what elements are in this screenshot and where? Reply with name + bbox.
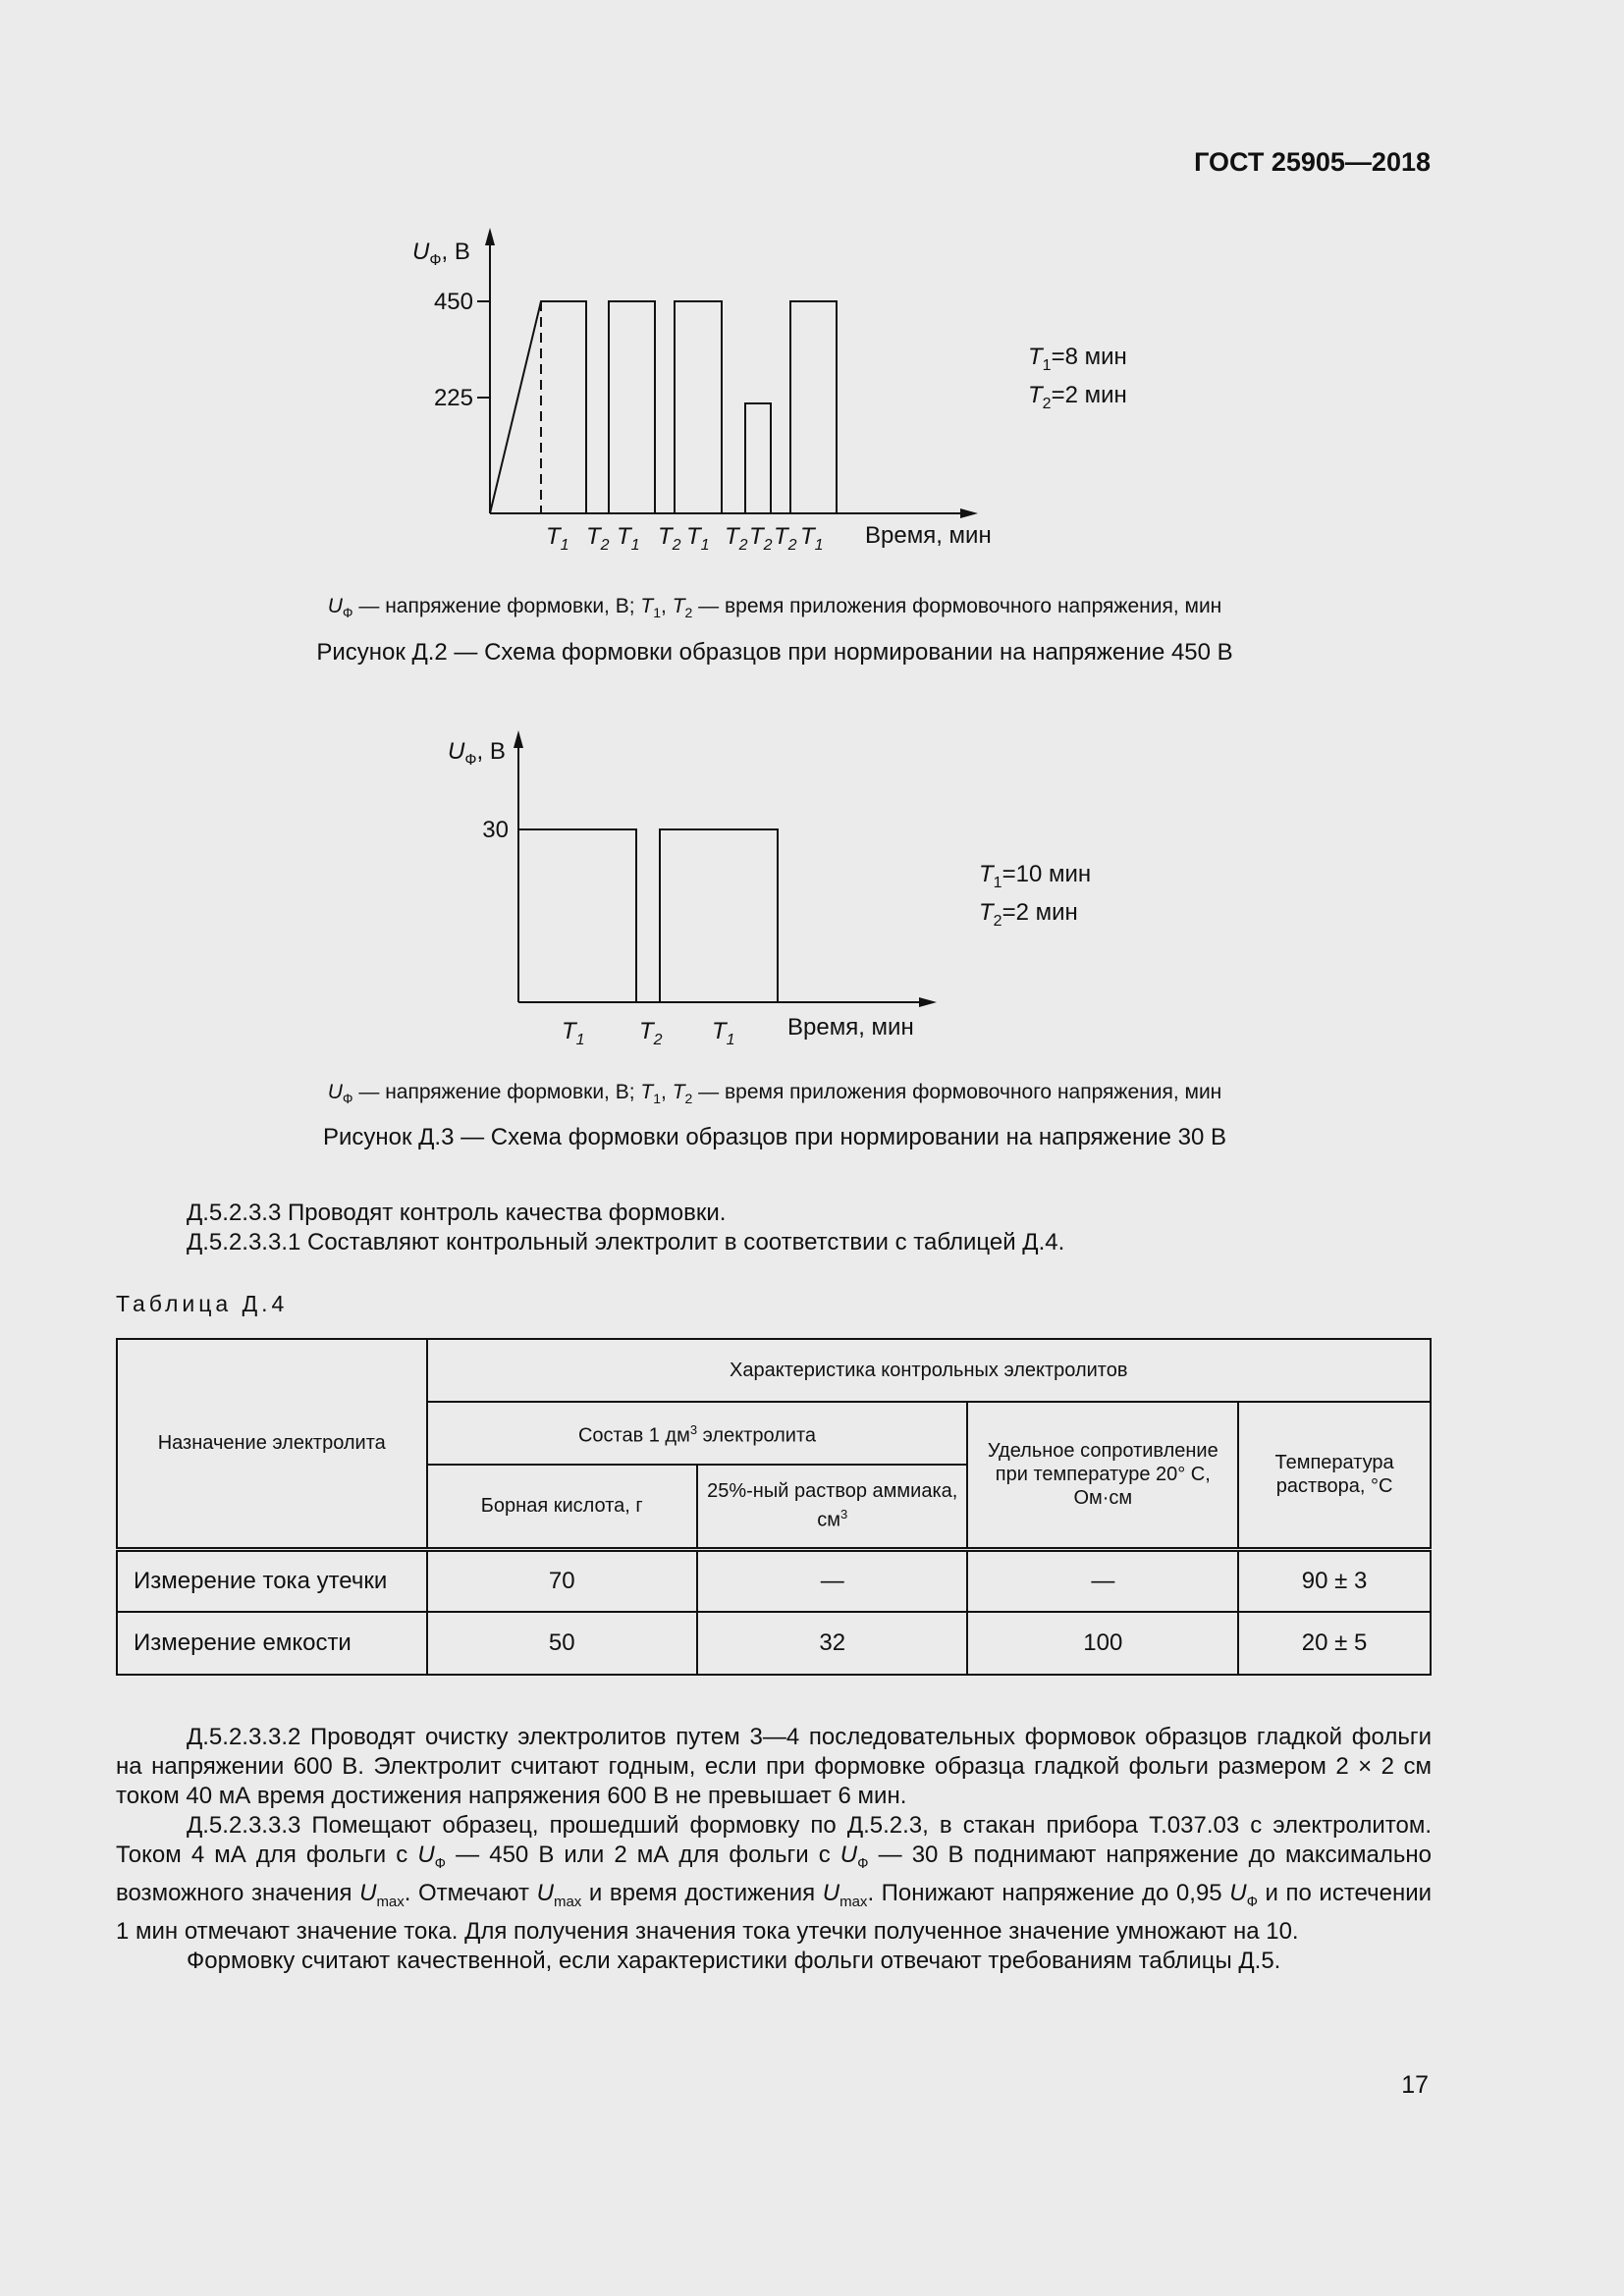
paragraph: Д.5.2.3.3.3 Помещают образец, прошедший формовку по Д.5.2.3, в стакан прибора Т.037.03 с электролитом. Током 4 мА для фольги с $U_Ф$ — 450 В или 2 мА для фольги с $U_Ф$ — 30 В поднимают напряжение до максимально возможного значения $U_{max}$. Отмечают $U_{max}$ и время достижения $U_{max}$. Понижают напряжение до 0,95 $U_Ф$ и по истечении 1 мин отмечают значение тока. Для получения значения тока утечки полученное значение умножают на 10.: [116, 1812, 1433, 1945]
x-axis-label: Время, мин: [787, 1014, 914, 1041]
x-tick-label: $T_1$: [712, 1018, 735, 1048]
y-tick-label: 30: [482, 817, 509, 843]
pulse-1: [518, 829, 636, 1002]
figure-d2: [0, 0, 1624, 687]
x-axis-label: Время, мин: [865, 522, 992, 549]
pulse-2: [609, 301, 655, 513]
x-tick-label: $T_2$: [725, 523, 748, 554]
figure-d2-legend: $U_Ф$ — напряжение формовки, В; $T_1$, $T_2$ — время приложения формовочного напряжения, мин: [327, 595, 1222, 621]
table-row: [117, 1612, 1431, 1675]
y-tick-label: 225: [433, 385, 473, 411]
x-tick-label: $T_1$: [562, 1018, 585, 1048]
paragraphs-bottom: [116, 1723, 1432, 1976]
x-tick-label: $T_2$: [639, 1018, 663, 1048]
x-tick-label: $T_1$: [546, 523, 569, 554]
paragraph: Д.5.2.3.3.2 Проводят очистку электролитов путем 3—4 последовательных формовок образцов гладкой фольги на напряжении 600 В. Электролит считают годным, если при формовке образца гладкой фольги размером 2 × 2 см током 40 мА время достижения напряжения 600 В не превышает 6 мин.: [116, 1724, 1432, 1809]
paragraph: Д.5.2.3.3 Проводят контроль качества формовки.: [187, 1200, 727, 1226]
cell-ammonia: —: [697, 1549, 968, 1612]
header-boric: Борная кислота, г: [427, 1465, 697, 1549]
pulse-1: [490, 301, 586, 513]
param-t1: $T_1=8$ мин: [1028, 344, 1127, 374]
x-tick-label: $T_1$: [617, 523, 640, 554]
page-number: 17: [1401, 2071, 1429, 2099]
pulse-4: [745, 403, 771, 513]
x-tick-label: $T_1$: [800, 523, 824, 554]
x-tick-label: $T_2$: [586, 523, 610, 554]
y-axis-label: $U_Ф$, В: [412, 239, 470, 269]
cell-resistivity: 100: [967, 1612, 1238, 1675]
x-axis-arrow: [960, 508, 978, 518]
y-axis-arrow: [514, 730, 523, 748]
row-name: Измерение тока утечки: [117, 1549, 427, 1612]
param-t2: $T_2=2$ мин: [979, 899, 1078, 930]
header-composition: Состав 1 $дм^3$ электролита: [427, 1402, 968, 1465]
figure-d3-legend: $U_Ф$ — напряжение формовки, В; $T_1$, $T_2$ — время приложения формовочного напряжения, мин: [327, 1081, 1222, 1107]
y-axis-label: $U_Ф$, В: [448, 738, 506, 769]
table-d4: [116, 1338, 1432, 1676]
cell-boric: 50: [427, 1612, 697, 1675]
x-tick-label: $T_2$: [749, 523, 773, 554]
y-tick-label: 450: [433, 289, 473, 315]
pulse-5: [790, 301, 837, 513]
x-tick-label: $T_2$: [774, 523, 797, 554]
x-tick-label: $T_2$: [658, 523, 681, 554]
table-row: [117, 1549, 1431, 1612]
figure-d3-caption: Рисунок Д.3 — Схема формовки образцов при нормировании на напряжение 30 В: [322, 1124, 1226, 1150]
pulse-3: [675, 301, 722, 513]
cell-temperature: 20 ± 5: [1238, 1612, 1431, 1675]
paragraphs-top: [116, 1199, 1432, 1257]
row-name: Измерение емкости: [117, 1612, 427, 1675]
figure-d2-caption: Рисунок Д.2 — Схема формовки образцов при нормировании на напряжение 450 В: [316, 639, 1233, 666]
param-t1: $T_1=10$ мин: [979, 861, 1092, 891]
cell-temperature: 90 ± 3: [1238, 1549, 1431, 1612]
x-axis-arrow: [919, 997, 937, 1007]
header-purpose: Назначение электролита: [117, 1339, 427, 1549]
cell-resistivity: —: [967, 1549, 1238, 1612]
header-characteristics: Характеристика контрольных электролитов: [427, 1339, 1431, 1402]
paragraph: Формовку считают качественной, если характеристики фольги отвечают требованиям таблицы Д.5.: [187, 1947, 1281, 1974]
y-axis-arrow: [485, 228, 495, 245]
document-code: ГОСТ 25905—2018: [1194, 147, 1431, 177]
header-ammonia: 25%-ный раствор аммиака, $см^3$: [697, 1465, 968, 1549]
figure-d3: [0, 687, 1624, 1080]
cell-ammonia: 32: [697, 1612, 968, 1675]
param-t2: $T_2=2$ мин: [1028, 382, 1127, 412]
header-resistivity: Удельное сопротивление при температуре 20° С, Ом·см: [967, 1402, 1238, 1549]
x-tick-label: $T_1$: [686, 523, 710, 554]
table-title: Таблица Д.4: [116, 1291, 289, 1316]
paragraph: Д.5.2.3.3.1 Составляют контрольный электролит в соответствии с таблицей Д.4.: [187, 1229, 1065, 1255]
pulse-2: [660, 829, 778, 1002]
cell-boric: 70: [427, 1549, 697, 1612]
header-temperature: Температура раствора, °С: [1238, 1402, 1431, 1549]
